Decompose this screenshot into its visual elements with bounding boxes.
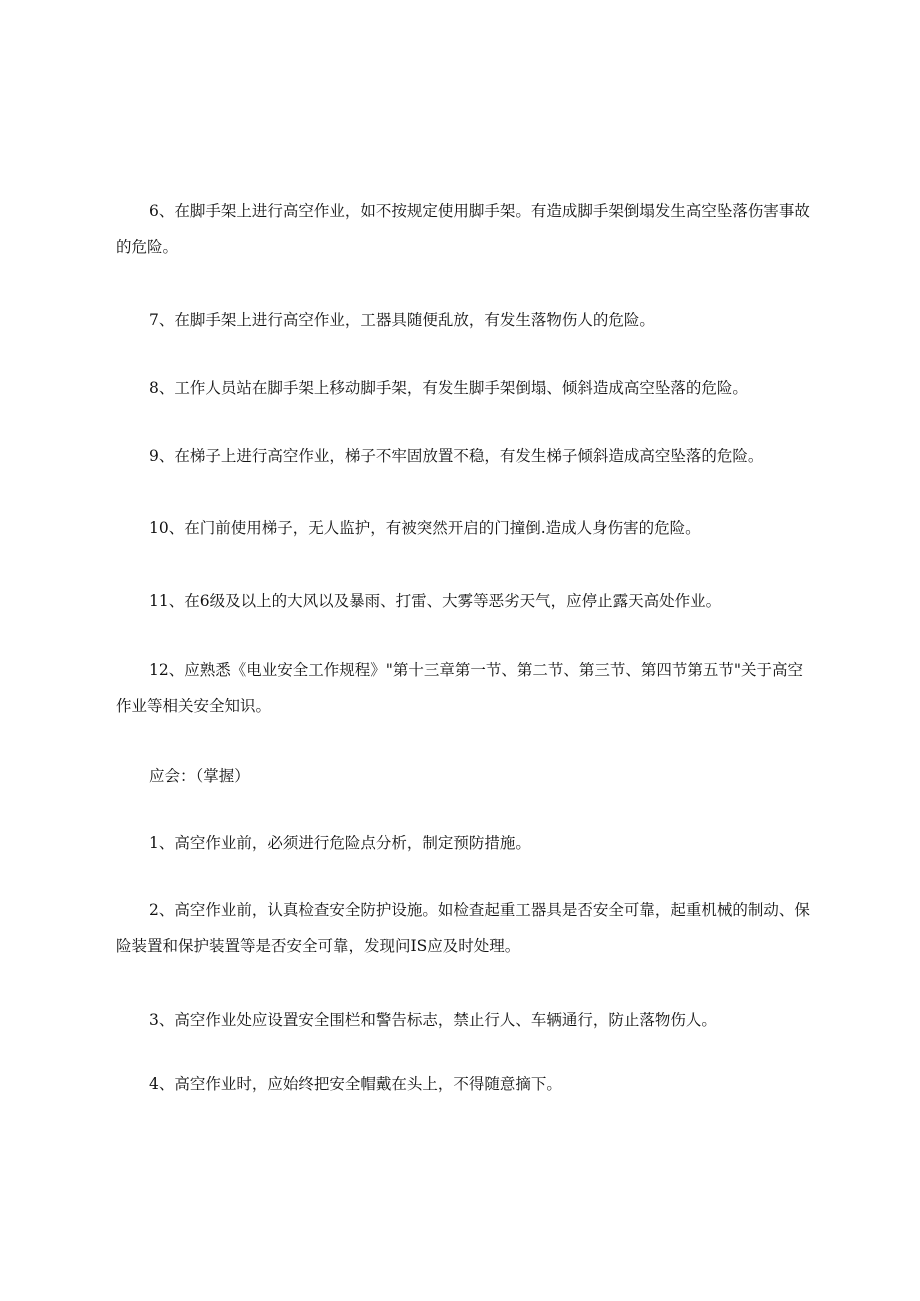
section-heading-yinghui: 应会：（掌握） [149, 767, 250, 785]
paragraph-6: 6、在脚手架上进行高空作业，如不按规定使用脚手架。有造成脚手架倒塌发生高空坠落伤害事故的危险。 [116, 202, 810, 256]
paragraph-9: 9、在梯子上进行高空作业，梯子不牢固放置不稳，有发生梯子倾斜造成高空坠落的危险。 [149, 447, 764, 465]
paragraph-7: 7、在脚手架上进行高空作业，工器具随便乱放，有发生落物伤人的危险。 [149, 311, 655, 329]
paragraph-skill-4: 4、高空作业时，应始终把安全帽戴在头上，不得随意摘下。 [149, 1075, 562, 1093]
paragraph-skill-2: 2、高空作业前，认真检查安全防护设施。如检查起重工器具是否安全可靠，起重机械的制动、保险装置和保护装置等是否安全可靠，发现问IS应及时处理。 [116, 901, 810, 955]
paragraph-skill-3: 3、高空作业处应设置安全围栏和警告标志，禁止行人、车辆通行，防止落物伤人。 [149, 1011, 717, 1029]
paragraph-10: 10、在门前使用梯子，无人监护，有被突然开启的门撞倒.造成人身伤害的危险。 [149, 519, 701, 537]
paragraph-11: 11、在6级及以上的大风以及暴雨、打雷、大雾等恶劣天气，应停止露天高处作业。 [149, 592, 722, 610]
paragraph-8: 8、工作人员站在脚手架上移动脚手架，有发生脚手架倒塌、倾斜造成高空坠落的危险。 [149, 379, 748, 397]
paragraph-12: 12、应熟悉《电业安全工作规程》"第十三章第一节、第二节、第三节、第四节第五节"关于高空作业等相关安全知识。 [116, 661, 803, 715]
paragraph-skill-1: 1、高空作业前，必须进行危险点分析，制定预防措施。 [149, 834, 531, 852]
